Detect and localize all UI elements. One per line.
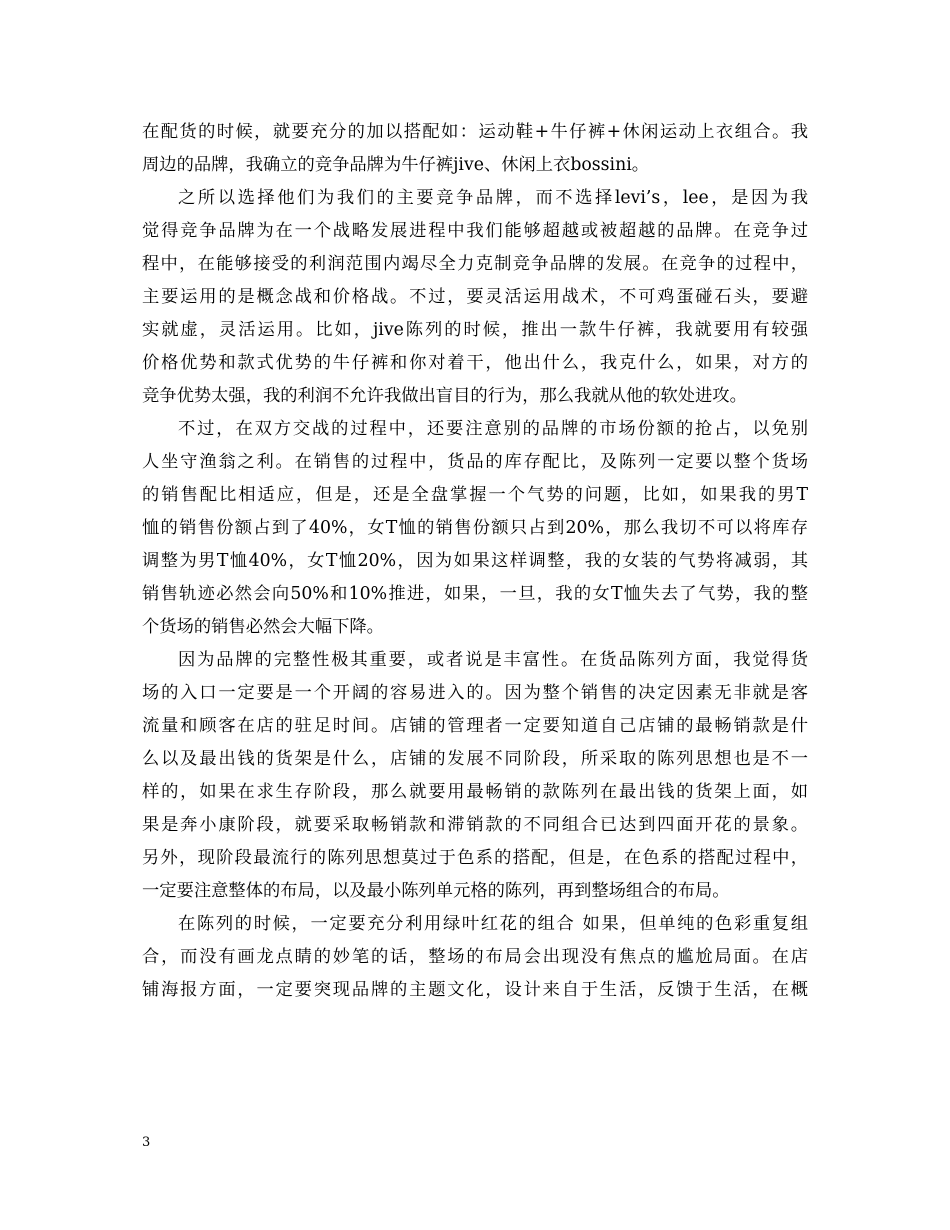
paragraph bbox=[142, 413, 808, 644]
paragraph bbox=[142, 908, 808, 1007]
text-line: 在陈列的时候，一定要充分利用绿叶红花的组合 如果，但单纯的色彩重复组 bbox=[178, 914, 808, 934]
text-line: 的销售配比相适应，但是，还是全盘掌握一个气势的问题，比如，如果我的男T bbox=[142, 485, 808, 505]
text-line: 调整为男T恤40%，女T恤20%，因为如果这样调整，我的女装的气势将减弱，其 bbox=[142, 551, 808, 571]
text-line: 之所以选择他们为我们的主要竞争品牌，而不选择levi’s，lee，是因为我 bbox=[178, 188, 808, 208]
text-line: 主要运用的是概念战和价格战。不过，要灵活运用战术，不可鸡蛋碰石头，要避 bbox=[142, 287, 808, 307]
text-line: 恤的销售份额占到了40%，女T恤的销售份额只占到20%，那么我切不可以将库存 bbox=[142, 518, 808, 538]
text-line: 另外，现阶段最流行的陈列思想莫过于色系的搭配，但是，在色系的搭配过程中， bbox=[142, 848, 808, 868]
text-line: 在配货的时候，就要充分的加以搭配如：运动鞋+牛仔裤+休闲运动上衣组合。我 bbox=[142, 122, 808, 142]
paragraph bbox=[142, 116, 808, 182]
text-line: 不过，在双方交战的过程中，还要注意别的品牌的市场份额的抢占，以免别 bbox=[178, 419, 808, 439]
text-line: 周边的品牌，我确立的竞争品牌为牛仔裤jive、休闲上衣bossini。 bbox=[142, 155, 650, 175]
text-line: 因为品牌的完整性极其重要，或者说是丰富性。在货品陈列方面，我觉得货 bbox=[178, 650, 808, 670]
text-line: 销售轨迹必然会向50%和10%推进，如果，一旦，我的女T恤失去了气势，我的整 bbox=[142, 584, 808, 604]
paragraph bbox=[142, 182, 808, 413]
text-line: 实就虚，灵活运用。比如，jive陈列的时候，推出一款牛仔裤，我就要用有较强 bbox=[142, 320, 808, 340]
text-line: 铺海报方面，一定要突现品牌的主题文化，设计来自于生活，反馈于生活，在概 bbox=[142, 980, 808, 1000]
text-line: 果是奔小康阶段，就要采取畅销款和滞销款的不同组合已达到四面开花的景象。 bbox=[142, 815, 808, 835]
text-line: 一定要注意整体的布局，以及最小陈列单元格的陈列，再到整场组合的布局。 bbox=[142, 881, 730, 901]
text-line: 合，而没有画龙点睛的妙笔的话，整场的布局会出现没有焦点的尴尬局面。在店 bbox=[142, 947, 808, 967]
text-line: 个货场的销售必然会大幅下降。 bbox=[142, 617, 384, 637]
text-line: 程中，在能够接受的利润范围内竭尽全力克制竞争品牌的发展。在竞争的过程中， bbox=[142, 254, 808, 274]
body-text bbox=[142, 116, 808, 1007]
text-line: 觉得竞争品牌为在一个战略发展进程中我们能够超越或被超越的品牌。在竞争过 bbox=[142, 221, 808, 241]
text-line: 样的，如果在求生存阶段，那么就要用最畅销的款陈列在最出钱的货架上面，如 bbox=[142, 782, 808, 802]
text-line: 么以及最出钱的货架是什么，店铺的发展不同阶段，所采取的陈列思想也是不一 bbox=[142, 749, 808, 769]
text-line: 竞争优势太强，我的利润不允许我做出盲目的行为，那么我就从他的软处进攻。 bbox=[142, 386, 747, 406]
text-line: 价格优势和款式优势的牛仔裤和你对着干，他出什么，我克什么，如果，对方的 bbox=[142, 353, 808, 373]
text-line: 流量和顾客在店的驻足时间。店铺的管理者一定要知道自己店铺的最畅销款是什 bbox=[142, 716, 808, 736]
text-line: 人坐守渔翁之利。在销售的过程中，货品的库存配比，及陈列一定要以整个货场 bbox=[142, 452, 808, 472]
page-number: 3 bbox=[142, 1135, 151, 1150]
text-line: 场的入口一定要是一个开阔的容易进入的。因为整个销售的决定因素无非就是客 bbox=[142, 683, 808, 703]
paragraph bbox=[142, 644, 808, 908]
